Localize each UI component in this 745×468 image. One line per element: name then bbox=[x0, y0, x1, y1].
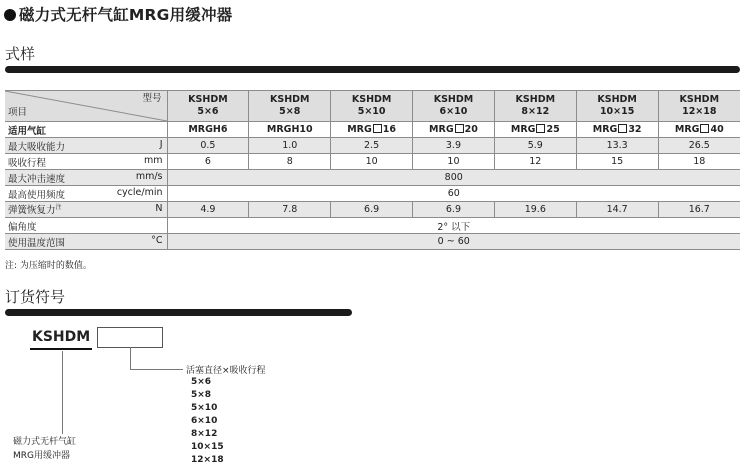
row-unit: mm bbox=[143, 155, 163, 166]
row-label-cell bbox=[5, 170, 167, 186]
item-label: 项目 bbox=[8, 107, 28, 118]
note-mark: 注 bbox=[55, 204, 62, 212]
blank-box-icon bbox=[536, 124, 545, 133]
blank-box-icon bbox=[373, 124, 382, 133]
table-cell: 6 bbox=[167, 154, 249, 170]
blank-box-icon bbox=[618, 124, 627, 133]
row-unit: J bbox=[159, 139, 163, 150]
cell-text: 40 bbox=[710, 124, 724, 135]
option-item: 8×12 bbox=[191, 429, 218, 439]
blank-box-icon bbox=[700, 124, 709, 133]
table-cell: 6.9 bbox=[331, 202, 413, 218]
row-unit: °C bbox=[151, 235, 163, 246]
row-unit: N bbox=[155, 203, 163, 214]
option-item: 5×6 bbox=[191, 377, 212, 387]
spec-section-title: 式样 bbox=[5, 45, 36, 63]
connector-line bbox=[62, 351, 63, 434]
model-header bbox=[413, 91, 495, 122]
blank-box-icon bbox=[455, 124, 464, 133]
row-label: 最高使用频度 bbox=[8, 189, 66, 201]
cell-text: 20 bbox=[464, 124, 478, 135]
row-unit: mm/s bbox=[135, 171, 163, 182]
table-note: 注: 为压缩时的数值。 bbox=[5, 261, 92, 271]
table-cell bbox=[413, 122, 495, 138]
row-capacity bbox=[5, 138, 740, 154]
table-cell bbox=[576, 122, 658, 138]
model-header bbox=[249, 91, 331, 122]
table-cell: 15 bbox=[576, 154, 658, 170]
model-header bbox=[658, 91, 740, 122]
table-cell: 2.5 bbox=[331, 138, 413, 154]
model-size: 8×12 bbox=[521, 106, 550, 117]
cell-text: MRGH6 bbox=[188, 124, 228, 135]
model-size: 5×6 bbox=[197, 106, 219, 117]
table-cell: 13.3 bbox=[576, 138, 658, 154]
table-cell: 800 bbox=[167, 170, 740, 186]
cell-text: 32 bbox=[628, 124, 642, 135]
table-cell: 16.7 bbox=[658, 202, 740, 218]
product-label: MRG用缓冲器 bbox=[13, 451, 70, 461]
table-cell bbox=[331, 122, 413, 138]
model-name: KSHDM bbox=[597, 94, 637, 105]
cell-text: MRG bbox=[429, 124, 454, 135]
option-item: 6×10 bbox=[191, 416, 218, 426]
option-item: 5×8 bbox=[191, 390, 212, 400]
cell-text: MRG bbox=[592, 124, 618, 135]
order-section-title: 订货符号 bbox=[5, 288, 66, 306]
row-label: 吸收行程 bbox=[8, 157, 47, 169]
model-header bbox=[167, 91, 249, 122]
cell-text: MRG bbox=[347, 124, 372, 135]
row-label: 最大吸收能力 bbox=[8, 141, 66, 153]
model-header bbox=[331, 91, 413, 122]
table-cell: 26.5 bbox=[658, 138, 740, 154]
table-cell bbox=[167, 122, 249, 138]
connector-line bbox=[130, 369, 183, 370]
cell-text: 25 bbox=[546, 124, 560, 135]
model-size: 5×10 bbox=[357, 106, 386, 117]
table-cell: 0.5 bbox=[167, 138, 249, 154]
table-cell: 60 bbox=[167, 186, 740, 202]
type-label: 型号 bbox=[142, 93, 162, 104]
table-header-row bbox=[5, 91, 740, 122]
table-cell: 14.7 bbox=[576, 202, 658, 218]
order-code: KSHDM bbox=[32, 329, 91, 345]
row-label: 最大冲击速度 bbox=[8, 173, 66, 185]
model-name: KSHDM bbox=[270, 94, 310, 105]
table-cell: 5.9 bbox=[494, 138, 576, 154]
table-cell: 19.6 bbox=[494, 202, 576, 218]
order-code-underline bbox=[30, 348, 92, 350]
model-name: KSHDM bbox=[351, 94, 392, 105]
table-cell: 4.9 bbox=[167, 202, 249, 218]
order-section-bar bbox=[5, 309, 352, 316]
product-label: 磁力式无杆气缸 bbox=[13, 437, 77, 447]
row-temp bbox=[5, 234, 740, 250]
row-angle bbox=[5, 218, 740, 234]
option-label: 活塞直径×吸收行程 bbox=[186, 366, 266, 376]
cell-text: MRGH10 bbox=[266, 124, 313, 135]
model-size: 10×15 bbox=[599, 106, 635, 117]
row-label-cell bbox=[5, 234, 167, 250]
row-label-cell bbox=[5, 154, 167, 170]
option-box bbox=[97, 327, 163, 348]
table-cell: 1.0 bbox=[249, 138, 331, 154]
model-size: 6×10 bbox=[439, 106, 468, 117]
table-cell bbox=[658, 122, 740, 138]
cell-text: 16 bbox=[382, 124, 397, 135]
spec-table bbox=[5, 90, 740, 250]
model-name: KSHDM bbox=[679, 94, 720, 105]
connector-line bbox=[130, 347, 131, 369]
row-unit: cycle/min bbox=[116, 187, 163, 198]
spec-section-bar bbox=[5, 66, 740, 73]
option-item: 12×18 bbox=[191, 455, 224, 465]
model-header bbox=[576, 91, 658, 122]
table-cell: 10 bbox=[331, 154, 413, 170]
row-spring bbox=[5, 202, 740, 218]
table-cell bbox=[494, 122, 576, 138]
table-cell: 3.9 bbox=[413, 138, 495, 154]
row-label: 适用气缸 bbox=[5, 122, 167, 138]
cell-text: MRG bbox=[674, 124, 700, 135]
bullet-icon bbox=[4, 9, 16, 21]
page-title-text: 磁力式无杆气缸MRG用缓冲器 bbox=[19, 6, 233, 24]
row-label-cell bbox=[5, 202, 167, 218]
model-size: 5×8 bbox=[279, 106, 301, 117]
model-name: KSHDM bbox=[433, 94, 474, 105]
page-title bbox=[4, 3, 232, 25]
option-item: 10×15 bbox=[191, 442, 224, 452]
table-cell: 12 bbox=[494, 154, 576, 170]
table-cell: 8 bbox=[249, 154, 331, 170]
row-label: 弹簧恢复力 bbox=[8, 205, 56, 217]
row-cylinder bbox=[5, 122, 740, 138]
model-name: KSHDM bbox=[515, 94, 556, 105]
table-cell: 6.9 bbox=[413, 202, 495, 218]
table-cell: 0 ~ 60 bbox=[167, 234, 740, 250]
row-label-cell bbox=[5, 186, 167, 202]
row-label-cell bbox=[5, 218, 167, 234]
table-corner-cell bbox=[5, 91, 167, 122]
model-name: KSHDM bbox=[188, 94, 228, 105]
cell-text: MRG bbox=[510, 124, 536, 135]
row-label: 偏角度 bbox=[8, 221, 37, 233]
option-item: 5×10 bbox=[191, 403, 218, 413]
table-cell: 7.8 bbox=[249, 202, 331, 218]
table-cell bbox=[249, 122, 331, 138]
model-header bbox=[494, 91, 576, 122]
table-cell: 18 bbox=[658, 154, 740, 170]
table-cell: 2° 以下 bbox=[167, 218, 740, 234]
row-label: 使用温度范围 bbox=[8, 237, 66, 249]
row-label-cell bbox=[5, 138, 167, 154]
row-speed bbox=[5, 170, 740, 186]
row-stroke bbox=[5, 154, 740, 170]
row-frequency bbox=[5, 186, 740, 202]
table-cell: 10 bbox=[413, 154, 495, 170]
model-size: 12×18 bbox=[682, 106, 717, 117]
